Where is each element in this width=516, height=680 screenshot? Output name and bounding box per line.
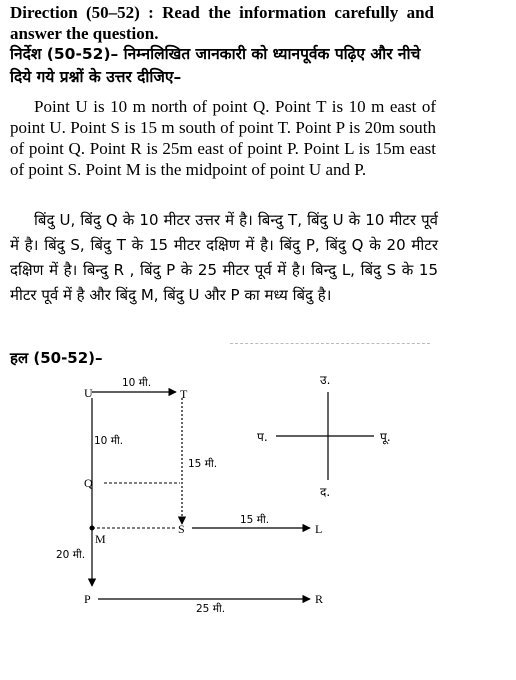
compass-north: उ. bbox=[320, 373, 331, 387]
compass bbox=[257, 373, 391, 499]
compass-south: द. bbox=[320, 485, 331, 499]
direction-diagram bbox=[0, 360, 516, 680]
distance-s-l: 15 मी. bbox=[240, 514, 270, 526]
direction-heading-english: Direction (50–52) : Read the information carefully and answer the question. bbox=[10, 3, 434, 43]
point-p-label: P bbox=[84, 592, 91, 606]
passage-english: Point U is 10 m north of point Q. Point T is 10 m east of point U. Point S is 15 m south of point T. Point P is 20m south of point Q. Point R is 25m east of point P. Point L is 15m east of point S. Point M is the midpoint of point U and P. bbox=[10, 97, 436, 179]
point-l-label: L bbox=[315, 522, 323, 536]
distance-t-s: 15 मी. bbox=[188, 458, 218, 470]
distance-u-t: 10 मी. bbox=[122, 377, 152, 389]
point-q-label: Q bbox=[84, 476, 93, 490]
compass-east: पू. bbox=[380, 430, 391, 444]
point-m-dot bbox=[90, 526, 95, 531]
point-u-label: U bbox=[84, 386, 93, 400]
distance-u-q: 10 मी. bbox=[94, 435, 124, 447]
compass-west: प. bbox=[257, 430, 268, 444]
passage-hindi: बिंदु U, बिंदु Q के 10 मीटर उत्तर में है। बिन्दु T, बिंदु U के 10 मीटर पूर्व में है। बिंदु S, बिंदु T के 15 मीटर दक्षिण में है। बिंदु P, बिंदु Q के 20 मीटर दक्षिण में है। बिन्दु R , बिंदु P के 25 मीटर पूर्व में है। बिन्दु L, बिंदु S के 15 मीटर पूर्व में है और बिंदु M, बिंदु U और P का मध्य बिंदु है। bbox=[10, 211, 438, 304]
distance-p-r: 25 मी. bbox=[196, 603, 226, 615]
point-s-label: S bbox=[178, 522, 185, 536]
point-t-label: T bbox=[180, 387, 188, 401]
point-m-label: M bbox=[95, 532, 106, 546]
point-r-label: R bbox=[315, 592, 324, 606]
solution-label: हल (50-52)– bbox=[10, 349, 103, 367]
direction-heading-hindi: निर्देश (50-52)– निम्नलिखित जानकारी को ध्यानपूर्वक पढ़िए और नीचे दिये गये प्रश्नों के उत्तर दीजिए– bbox=[10, 45, 421, 86]
divider bbox=[230, 343, 430, 344]
distance-m-p: 20 मी. bbox=[56, 549, 86, 561]
